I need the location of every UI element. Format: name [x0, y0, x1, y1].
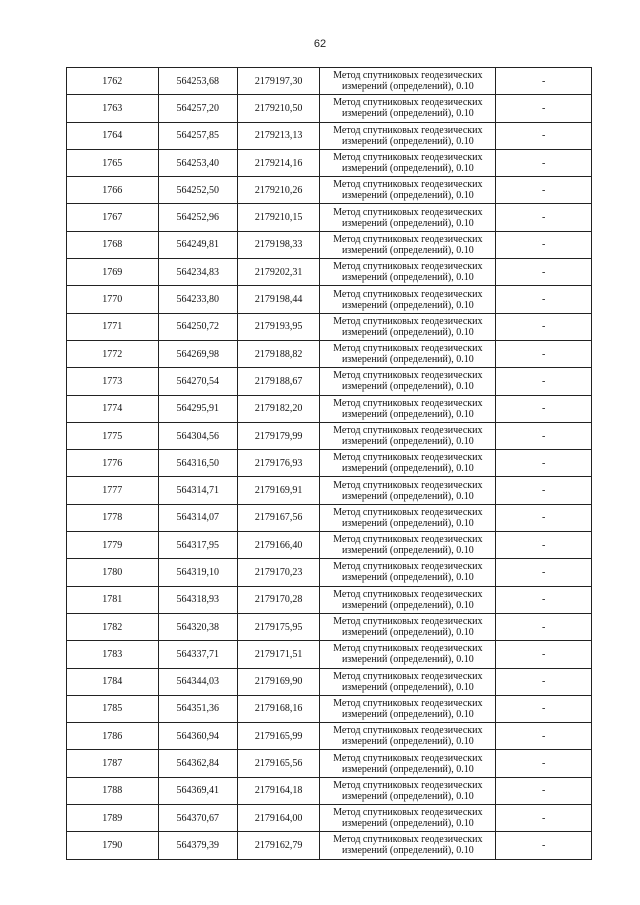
y-coordinate-cell: 2179202,31	[237, 259, 319, 286]
description-cell: -	[496, 450, 592, 477]
point-number-cell: 1767	[67, 204, 159, 231]
table-row	[67, 450, 592, 477]
x-coordinate-cell: 564295,91	[158, 395, 237, 422]
method-accuracy-cell: Метод спутниковых геодезических измерений (определений), 0.10	[320, 95, 496, 122]
y-coordinate-cell: 2179165,99	[237, 723, 319, 750]
y-coordinate-cell: 2179167,56	[237, 504, 319, 531]
table-row	[67, 723, 592, 750]
point-number-cell: 1765	[67, 149, 159, 176]
y-coordinate-cell: 2179198,44	[237, 286, 319, 313]
y-coordinate-cell: 2179210,26	[237, 177, 319, 204]
method-accuracy-cell: Метод спутниковых геодезических измерений (определений), 0.10	[320, 395, 496, 422]
description-cell: -	[496, 559, 592, 586]
y-coordinate-cell: 2179170,28	[237, 586, 319, 613]
y-coordinate-cell: 2179175,95	[237, 613, 319, 640]
point-number-cell: 1788	[67, 777, 159, 804]
point-number-cell: 1776	[67, 450, 159, 477]
point-number-cell: 1774	[67, 395, 159, 422]
x-coordinate-cell: 564318,93	[158, 586, 237, 613]
y-coordinate-cell: 2179176,93	[237, 450, 319, 477]
table-row	[67, 777, 592, 804]
description-cell: -	[496, 695, 592, 722]
y-coordinate-cell: 2179166,40	[237, 532, 319, 559]
x-coordinate-cell: 564314,07	[158, 504, 237, 531]
description-cell: -	[496, 805, 592, 832]
y-coordinate-cell: 2179169,90	[237, 668, 319, 695]
point-number-cell: 1786	[67, 723, 159, 750]
table-row	[67, 231, 592, 258]
table-row	[67, 586, 592, 613]
y-coordinate-cell: 2179169,91	[237, 477, 319, 504]
point-number-cell: 1771	[67, 313, 159, 340]
description-cell: -	[496, 832, 592, 859]
description-cell: -	[496, 777, 592, 804]
table-body	[67, 68, 592, 860]
y-coordinate-cell: 2179164,00	[237, 805, 319, 832]
y-coordinate-cell: 2179179,99	[237, 422, 319, 449]
x-coordinate-cell: 564304,56	[158, 422, 237, 449]
x-coordinate-cell: 564257,20	[158, 95, 237, 122]
point-number-cell: 1787	[67, 750, 159, 777]
method-accuracy-cell: Метод спутниковых геодезических измерений (определений), 0.10	[320, 477, 496, 504]
description-cell: -	[496, 477, 592, 504]
point-number-cell: 1780	[67, 559, 159, 586]
table-row	[67, 641, 592, 668]
y-coordinate-cell: 2179210,50	[237, 95, 319, 122]
x-coordinate-cell: 564317,95	[158, 532, 237, 559]
point-number-cell: 1782	[67, 613, 159, 640]
x-coordinate-cell: 564351,36	[158, 695, 237, 722]
method-accuracy-cell: Метод спутниковых геодезических измерений (определений), 0.10	[320, 723, 496, 750]
description-cell: -	[496, 177, 592, 204]
method-accuracy-cell: Метод спутниковых геодезических измерений (определений), 0.10	[320, 586, 496, 613]
table-row	[67, 477, 592, 504]
x-coordinate-cell: 564250,72	[158, 313, 237, 340]
description-cell: -	[496, 668, 592, 695]
x-coordinate-cell: 564269,98	[158, 340, 237, 367]
x-coordinate-cell: 564270,54	[158, 368, 237, 395]
point-number-cell: 1762	[67, 68, 159, 95]
point-number-cell: 1763	[67, 95, 159, 122]
description-cell: -	[496, 368, 592, 395]
description-cell: -	[496, 204, 592, 231]
y-coordinate-cell: 2179164,18	[237, 777, 319, 804]
y-coordinate-cell: 2179165,56	[237, 750, 319, 777]
method-accuracy-cell: Метод спутниковых геодезических измерений (определений), 0.10	[320, 368, 496, 395]
y-coordinate-cell: 2179193,95	[237, 313, 319, 340]
method-accuracy-cell: Метод спутниковых геодезических измерений (определений), 0.10	[320, 641, 496, 668]
table-row	[67, 340, 592, 367]
x-coordinate-cell: 564320,38	[158, 613, 237, 640]
point-number-cell: 1769	[67, 259, 159, 286]
point-number-cell: 1789	[67, 805, 159, 832]
point-number-cell: 1772	[67, 340, 159, 367]
description-cell: -	[496, 586, 592, 613]
method-accuracy-cell: Метод спутниковых геодезических измерений (определений), 0.10	[320, 750, 496, 777]
point-number-cell: 1785	[67, 695, 159, 722]
description-cell: -	[496, 395, 592, 422]
table-row	[67, 832, 592, 859]
description-cell: -	[496, 286, 592, 313]
y-coordinate-cell: 2179170,23	[237, 559, 319, 586]
table-row	[67, 613, 592, 640]
point-number-cell: 1784	[67, 668, 159, 695]
point-number-cell: 1764	[67, 122, 159, 149]
method-accuracy-cell: Метод спутниковых геодезических измерений (определений), 0.10	[320, 286, 496, 313]
point-number-cell: 1790	[67, 832, 159, 859]
method-accuracy-cell: Метод спутниковых геодезических измерений (определений), 0.10	[320, 231, 496, 258]
description-cell: -	[496, 504, 592, 531]
table-row	[67, 395, 592, 422]
point-number-cell: 1781	[67, 586, 159, 613]
method-accuracy-cell: Метод спутниковых геодезических измерений (определений), 0.10	[320, 149, 496, 176]
method-accuracy-cell: Метод спутниковых геодезических измерений (определений), 0.10	[320, 204, 496, 231]
table-row	[67, 750, 592, 777]
description-cell: -	[496, 641, 592, 668]
description-cell: -	[496, 122, 592, 149]
description-cell: -	[496, 532, 592, 559]
y-coordinate-cell: 2179197,30	[237, 68, 319, 95]
page-number: 62	[313, 38, 327, 50]
y-coordinate-cell: 2179213,13	[237, 122, 319, 149]
method-accuracy-cell: Метод спутниковых геодезических измерений (определений), 0.10	[320, 832, 496, 859]
description-cell: -	[496, 613, 592, 640]
method-accuracy-cell: Метод спутниковых геодезических измерений (определений), 0.10	[320, 422, 496, 449]
point-number-cell: 1768	[67, 231, 159, 258]
description-cell: -	[496, 750, 592, 777]
method-accuracy-cell: Метод спутниковых геодезических измерений (определений), 0.10	[320, 532, 496, 559]
x-coordinate-cell: 564233,80	[158, 286, 237, 313]
x-coordinate-cell: 564344,03	[158, 668, 237, 695]
x-coordinate-cell: 564249,81	[158, 231, 237, 258]
table-row	[67, 122, 592, 149]
coordinates-table	[66, 67, 592, 860]
method-accuracy-cell: Метод спутниковых геодезических измерений (определений), 0.10	[320, 777, 496, 804]
method-accuracy-cell: Метод спутниковых геодезических измерений (определений), 0.10	[320, 559, 496, 586]
y-coordinate-cell: 2179182,20	[237, 395, 319, 422]
y-coordinate-cell: 2179210,15	[237, 204, 319, 231]
method-accuracy-cell: Метод спутниковых геодезических измерений (определений), 0.10	[320, 613, 496, 640]
point-number-cell: 1773	[67, 368, 159, 395]
x-coordinate-cell: 564314,71	[158, 477, 237, 504]
table-row	[67, 805, 592, 832]
table-row	[67, 149, 592, 176]
y-coordinate-cell: 2179198,33	[237, 231, 319, 258]
point-number-cell: 1770	[67, 286, 159, 313]
method-accuracy-cell: Метод спутниковых геодезических измерений (определений), 0.10	[320, 450, 496, 477]
method-accuracy-cell: Метод спутниковых геодезических измерений (определений), 0.10	[320, 504, 496, 531]
x-coordinate-cell: 564253,68	[158, 68, 237, 95]
table-row	[67, 68, 592, 95]
description-cell: -	[496, 313, 592, 340]
y-coordinate-cell: 2179171,51	[237, 641, 319, 668]
x-coordinate-cell: 564369,41	[158, 777, 237, 804]
x-coordinate-cell: 564316,50	[158, 450, 237, 477]
x-coordinate-cell: 564252,96	[158, 204, 237, 231]
description-cell: -	[496, 68, 592, 95]
method-accuracy-cell: Метод спутниковых геодезических измерений (определений), 0.10	[320, 695, 496, 722]
method-accuracy-cell: Метод спутниковых геодезических измерений (определений), 0.10	[320, 68, 496, 95]
method-accuracy-cell: Метод спутниковых геодезических измерений (определений), 0.10	[320, 122, 496, 149]
table-row	[67, 668, 592, 695]
x-coordinate-cell: 564257,85	[158, 122, 237, 149]
point-number-cell: 1783	[67, 641, 159, 668]
method-accuracy-cell: Метод спутниковых геодезических измерений (определений), 0.10	[320, 259, 496, 286]
table-row	[67, 95, 592, 122]
description-cell: -	[496, 340, 592, 367]
y-coordinate-cell: 2179188,82	[237, 340, 319, 367]
table-row	[67, 368, 592, 395]
method-accuracy-cell: Метод спутниковых геодезических измерений (определений), 0.10	[320, 805, 496, 832]
table-row	[67, 259, 592, 286]
method-accuracy-cell: Метод спутниковых геодезических измерений (определений), 0.10	[320, 668, 496, 695]
table-row	[67, 504, 592, 531]
point-number-cell: 1778	[67, 504, 159, 531]
table-row	[67, 695, 592, 722]
table-row	[67, 204, 592, 231]
table-row	[67, 313, 592, 340]
table-row	[67, 177, 592, 204]
description-cell: -	[496, 422, 592, 449]
table-row	[67, 532, 592, 559]
x-coordinate-cell: 564234,83	[158, 259, 237, 286]
description-cell: -	[496, 723, 592, 750]
x-coordinate-cell: 564253,40	[158, 149, 237, 176]
y-coordinate-cell: 2179188,67	[237, 368, 319, 395]
x-coordinate-cell: 564379,39	[158, 832, 237, 859]
point-number-cell: 1777	[67, 477, 159, 504]
description-cell: -	[496, 95, 592, 122]
y-coordinate-cell: 2179162,79	[237, 832, 319, 859]
x-coordinate-cell: 564370,67	[158, 805, 237, 832]
x-coordinate-cell: 564252,50	[158, 177, 237, 204]
description-cell: -	[496, 149, 592, 176]
point-number-cell: 1779	[67, 532, 159, 559]
table-row	[67, 559, 592, 586]
x-coordinate-cell: 564362,84	[158, 750, 237, 777]
table-row	[67, 422, 592, 449]
point-number-cell: 1775	[67, 422, 159, 449]
method-accuracy-cell: Метод спутниковых геодезических измерений (определений), 0.10	[320, 313, 496, 340]
description-cell: -	[496, 259, 592, 286]
description-cell: -	[496, 231, 592, 258]
table-row	[67, 286, 592, 313]
point-number-cell: 1766	[67, 177, 159, 204]
x-coordinate-cell: 564337,71	[158, 641, 237, 668]
x-coordinate-cell: 564360,94	[158, 723, 237, 750]
y-coordinate-cell: 2179214,16	[237, 149, 319, 176]
x-coordinate-cell: 564319,10	[158, 559, 237, 586]
y-coordinate-cell: 2179168,16	[237, 695, 319, 722]
method-accuracy-cell: Метод спутниковых геодезических измерений (определений), 0.10	[320, 177, 496, 204]
method-accuracy-cell: Метод спутниковых геодезических измерений (определений), 0.10	[320, 340, 496, 367]
